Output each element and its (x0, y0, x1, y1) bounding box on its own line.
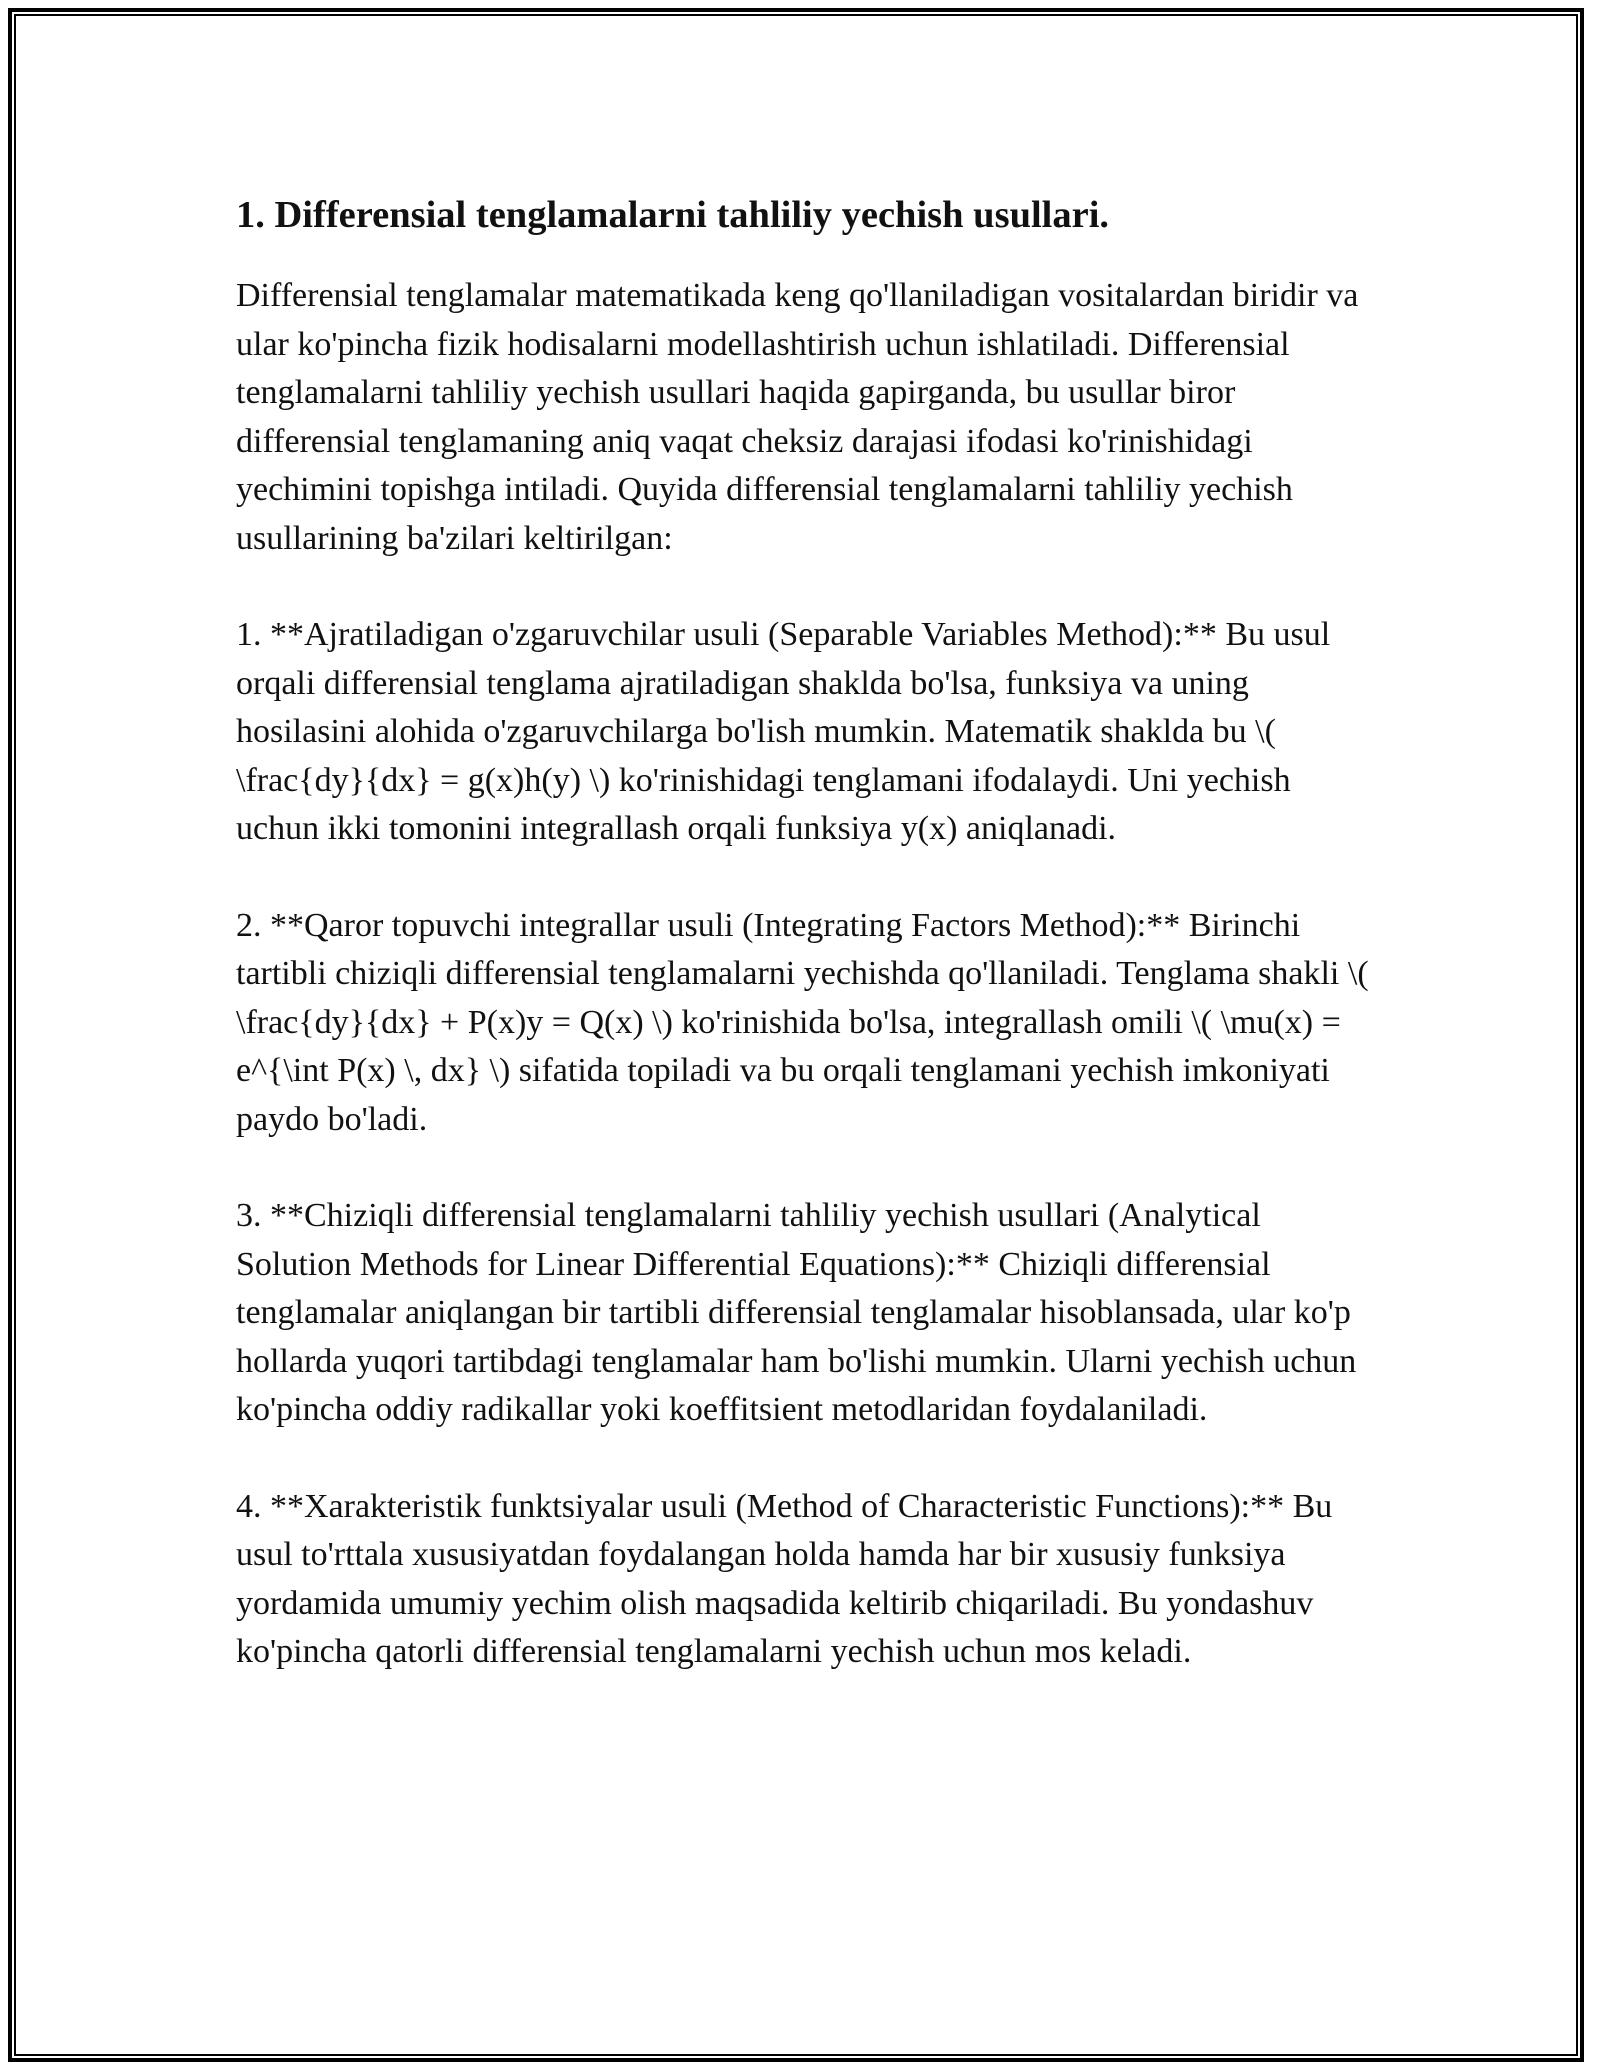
method-1-paragraph: 1. **Ajratiladigan o'zgaruvchilar usuli (Separable Variables Method):** Bu usul orqali differensial tenglama ajratiladigan shaklda bo'lsa, funksiya va uning hosilasini alohida o'zgaruvchilarga bo'lish mumkin. Matematik shaklda bu \( \frac{dy}{dx} = g(x)h(y) \) ko'rinishidagi tenglamani ifodalaydi. Uni yechish uchun ikki tomonini integrallash orqali funksiya y(x) aniqlanadi. (236, 616, 1331, 847)
method-2-paragraph: 2. **Qaror topuvchi integrallar usuli (Integrating Factors Method):** Birinchi tartibli chiziqli differensial tenglamalarni yechishda qo'llaniladi. Tenglama shakli \( \frac{dy}{dx} + P(x)y = Q(x) \) ko'rinishida bo'lsa, integrallash omili \( \mu(x) = e^{\int P(x) \, dx} \) sifatida topiladi va bu orqali tenglamani yechish imkoniyati paydo bo'ladi. (236, 906, 1369, 1138)
section-title: 1. Differensial tenglamalarni tahliliy yechish usullari. (236, 194, 1110, 236)
intro-paragraph: Differensial tenglamalar matematikada keng qo'llaniladigan vositalardan biridir va ular ko'pincha fizik hodisalarni modellashtirish uchun ishlatiladi. Differensial tenglamalarni tahliliy yechish usullari haqida gapirganda, bu usullar biror differensial tenglamaning aniq vaqat cheksiz darajasi ifodasi ko'rinishidagi yechimini topishga intiladi. Quyida differensial tenglamalarni tahliliy yechish usullarining ba'zilari keltirilgan: (236, 277, 1359, 557)
method-3-paragraph: 3. **Chiziqli differensial tenglamalarni tahliliy yechish usullari (Analytical Solution Methods for Linear Differential Equations):** Chiziqli differensial tenglamalar aniqlangan bir tartibli differensial tenglamalar hisoblansada, ular ko'p hollarda yuqori tartibdagi tenglamalar ham bo'lishi mumkin. Ularni yechish uchun ko'pincha oddiy radikallar yoki koeffitsient metodlaridan foydalaniladi. (236, 1197, 1357, 1428)
document-body (236, 188, 1376, 1725)
method-4-paragraph: 4. **Xarakteristik funktsiyalar usuli (Method of Characteristic Functions):** Bu usul to'rttala xususiyatdan foydalangan holda hamda har bir xususiy funksiya yordamida umumiy yechim olish maqsadida keltirib chiqariladi. Bu yondashuv ko'pincha qatorli differensial tenglamalarni yechish uchun mos keladi. (236, 1487, 1333, 1670)
